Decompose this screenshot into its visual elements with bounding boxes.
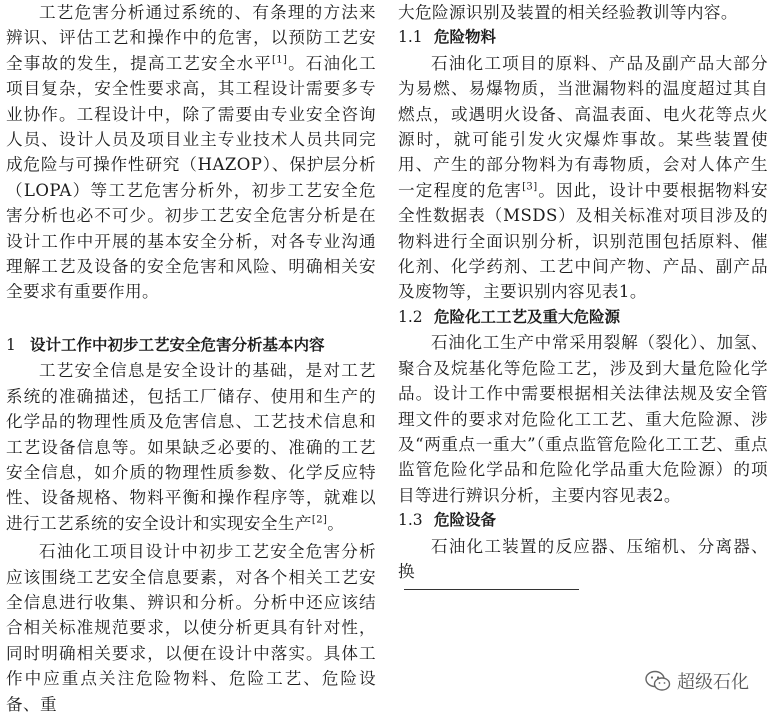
wechat-icon	[645, 670, 671, 692]
paragraph-3-end: 。因此，设计中要根据物料安全性数据表（MSDS）及相关标准对项目涉及的物料进行全面识别分析，识别范围包括原料、催化剂、化学药剂、工艺中间产物、产品、副产品及废物等，主要识别内容见表1。	[398, 180, 768, 302]
intro-paragraph	[6, 0, 376, 305]
intro-text: 工艺危害分析通过系统的、有条理的方法来辨识、评估工艺和操作中的危害，以预防工艺安全事故的发生，提高工艺安全水平	[6, 3, 376, 73]
continued-text: 大危险源识别及装置的相关经验教训等内容。	[398, 3, 738, 22]
paragraph-5: 石油化工装置的反应器、压缩机、分离器、换	[398, 536, 768, 581]
section-number: 1	[6, 335, 16, 354]
citation-3: [3]	[522, 181, 538, 193]
intro-text-2: 。石油化工项目复杂，安全性要求高，其工程设计需要多专业协作。工程设计中，除了需要由专业安全咨询人员、设计人员及项目业主专业技术人员共同完成危险与可操作性研究（HAZOP）、保护层分析（LOPA）等工艺危害分析外，初步工艺安全危害分析也必不可少。初步工艺安全危害分析是在设计工作中开展的基本安全分析，对各专业沟通理解工艺及设备的安全危害和风险、明确相关安全要求有重要作用。	[6, 53, 376, 302]
paragraph-2: 石油化工项目设计中初步工艺安全危害分析应该围绕工艺安全信息要素，对各个相关工艺安全信息进行收集、辨识和分析。分析中还应该结合相关标准规范要求，以使分析更具有针对性，同时明确相关要求，以便在设计中落实。具体工作中应重点关注危险物料、危险工艺、危险设备、重	[6, 542, 376, 714]
right-column	[398, 0, 768, 584]
section-1-heading	[6, 333, 376, 358]
left-column	[6, 0, 376, 717]
section-1-2-heading	[398, 305, 768, 330]
section-1-1-heading	[398, 25, 768, 50]
paragraph-1-end: 。	[327, 513, 345, 533]
paragraph-1	[6, 358, 376, 536]
citation-2: [2]	[311, 514, 328, 526]
section-number: 1.1	[398, 28, 423, 47]
section-number: 1.2	[398, 307, 423, 326]
citation-1: [1]	[271, 54, 288, 66]
paragraph-3	[398, 51, 768, 305]
section-title: 危险化工工艺及重大危险源	[434, 307, 621, 326]
section-number: 1.3	[398, 511, 423, 530]
watermark	[639, 666, 755, 696]
paragraph-4: 石油化工生产中常采用裂解（裂化）、加氢、聚合及烷基化等危险工艺，涉及到大量危险化学品。设计工作中需要根据相关法律法规及安全管理文件的要求对危险化工工艺、重大危险源、涉及“两重点一重大”（重点监管危险化工工艺、重点监管危险化学品和危险化学品重大危险源）的项目等进行辨识分析，主要内容见表2。	[398, 333, 768, 505]
paragraph-1-text: 工艺安全信息是安全设计的基础，是对工艺系统的准确描述，包括工厂储存、使用和生产的化学品的物理性质及危害信息、工艺技术信息和工艺设备信息等。如果缺乏必要的、准确的工艺安全信息，如介质的物理性质参数、化学反应特性、设备规格、物料平衡和操作程序等，就难以进行工艺系统的安全设计和实现安全生产	[6, 361, 376, 533]
section-title: 设计工作中初步工艺安全危害分析基本内容	[30, 335, 325, 354]
section-1-3-heading	[398, 508, 768, 533]
footnote-rule	[404, 589, 579, 590]
section-title: 危险物料	[434, 28, 497, 47]
section-title: 危险设备	[434, 511, 497, 530]
paragraph-3-text: 石油化工项目的原料、产品及副产品大部分为易燃、易爆物质，当泄漏物料的温度超过其自燃点，或遇明火设备、高温表面、电火花等点火源时，就可能引发火灾爆炸事故。某些装置使用、产生的部分物料为有毒物质，会对人体产生一定程度的危害	[398, 53, 768, 200]
watermark-text: 超级石化	[677, 672, 749, 693]
